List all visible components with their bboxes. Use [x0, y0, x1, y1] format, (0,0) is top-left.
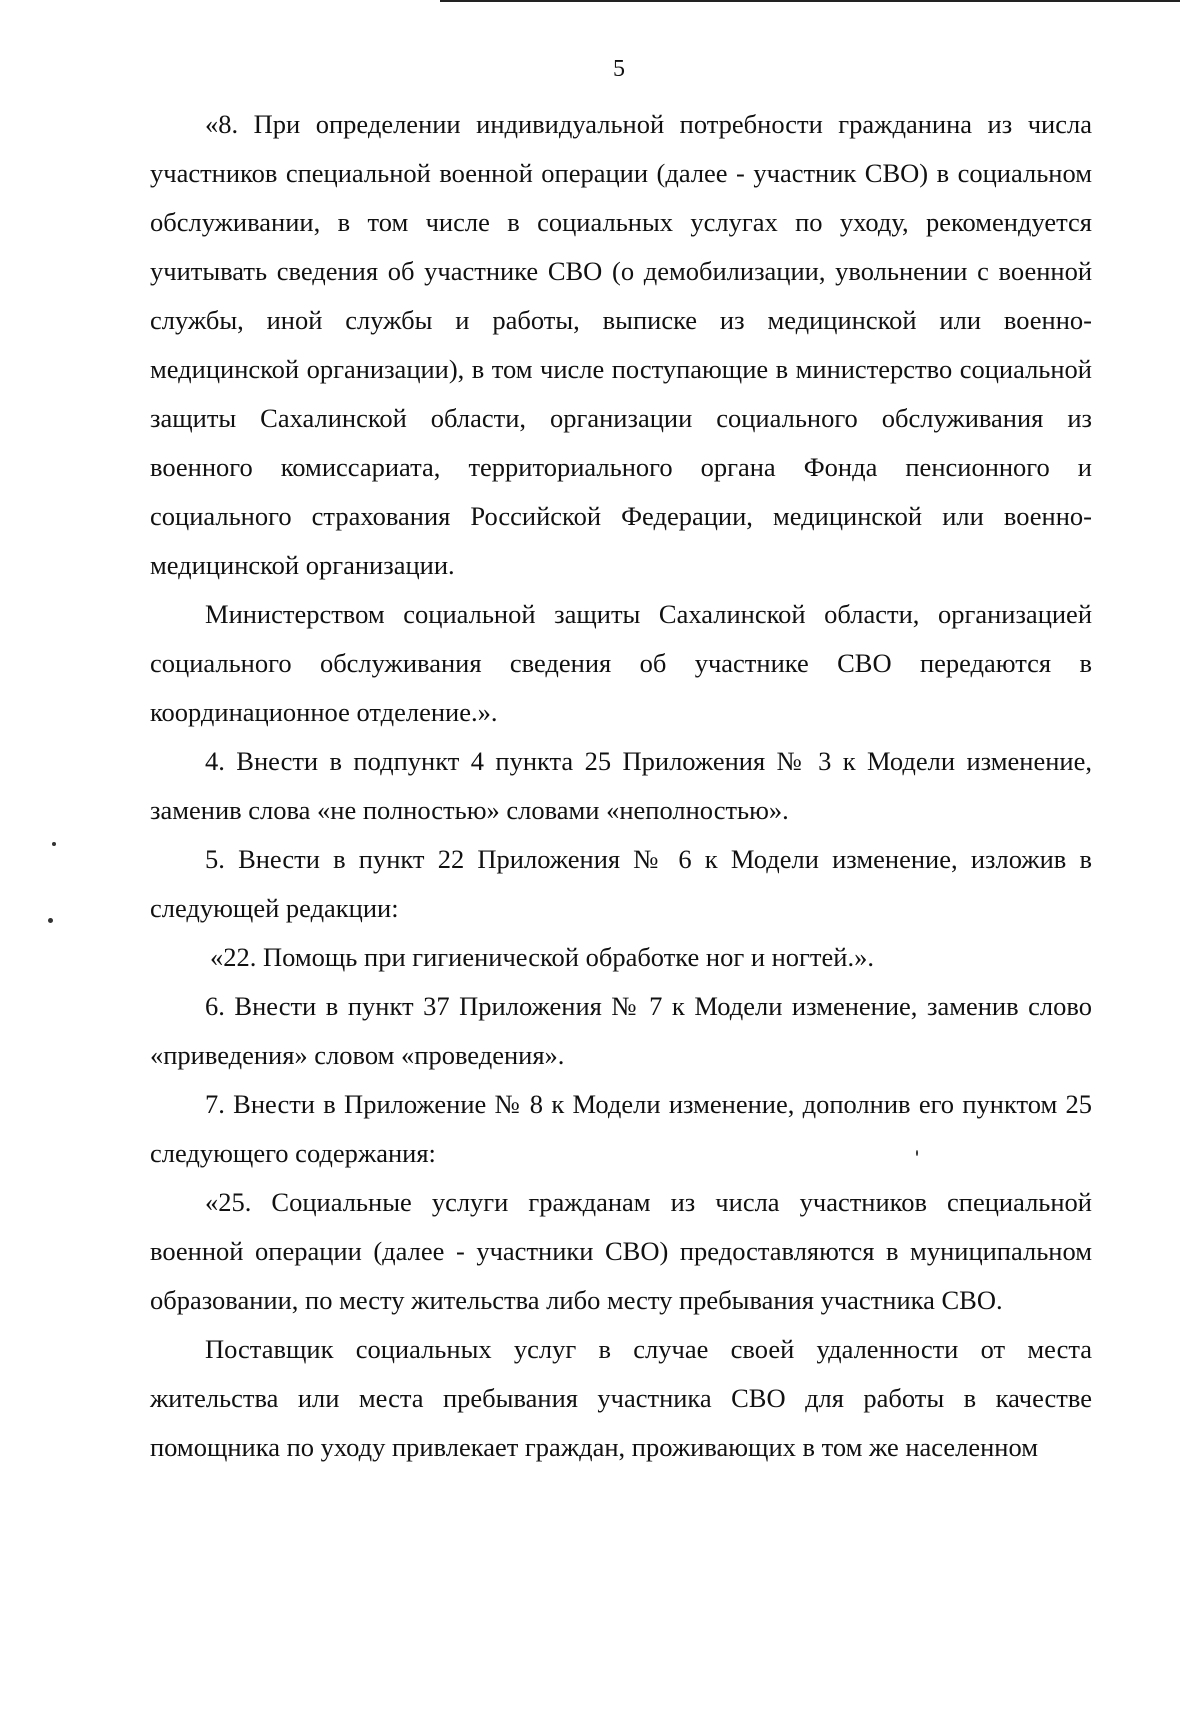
paragraph-item-25: «25. Социальные услуги гражданам из числа участников специальной военной операции (далее - участники СВО) предоставляются в муниципальном образовании, по месту жительства либо месту пребывания участника СВО.	[150, 1187, 1092, 1315]
paragraph-transfer-info: Министерством социальной защиты Сахалинской области, организацией социального обслуживания сведения об участнике СВО передаются в координационное отделение.».	[150, 599, 1092, 727]
paragraph-provider: Поставщик социальных услуг в случае своей удаленности от места жительства или места пребывания участника СВО для работы в качестве помощника по уходу привлекает граждан, проживающих в том же населенном	[150, 1334, 1092, 1462]
paragraph-item-8: «8. При определении индивидуальной потребности гражданина из числа участников специальной военной операции (далее - участник СВО) в социальном обслуживании, в том числе в социальных услугах по уходу, рекомендуется учитывать сведения об участнике СВО (о демобилизации, увольнении с военной службы, иной службы и работы, выписке из медицинской или военно-медицинской организации), в том числе поступающие в министерство социальной защиты Сахалинской области, организации социального обслуживания из военного комиссариата, территориального органа Фонда пенсионного и социального страхования Российской Федерации, медицинской или военно-медицинской организации.	[150, 109, 1092, 580]
page-number: 5	[613, 56, 625, 82]
document-body	[150, 100, 1092, 1472]
scan-speck	[48, 918, 53, 923]
top-border-line	[440, 0, 1180, 2]
scan-speck	[916, 1150, 918, 1156]
paragraph-amendment-6: 6. Внести в пункт 37 Приложения № 7 к Модели изменение, заменив слово «приведения» словом «проведения».	[150, 991, 1092, 1070]
paragraph-item-22: «22. Помощь при гигиенической обработке ног и ногтей.».	[210, 942, 874, 972]
paragraph-amendment-5: 5. Внести в пункт 22 Приложения № 6 к Модели изменение, изложив в следующей редакции:	[150, 844, 1092, 923]
scan-speck	[52, 842, 56, 846]
paragraph-amendment-7: 7. Внести в Приложение № 8 к Модели изменение, дополнив его пунктом 25 следующего содержания:	[150, 1089, 1092, 1168]
paragraph-amendment-4: 4. Внести в подпункт 4 пункта 25 Приложения № 3 к Модели изменение, заменив слова «не полностью» словами «неполностью».	[150, 746, 1092, 825]
